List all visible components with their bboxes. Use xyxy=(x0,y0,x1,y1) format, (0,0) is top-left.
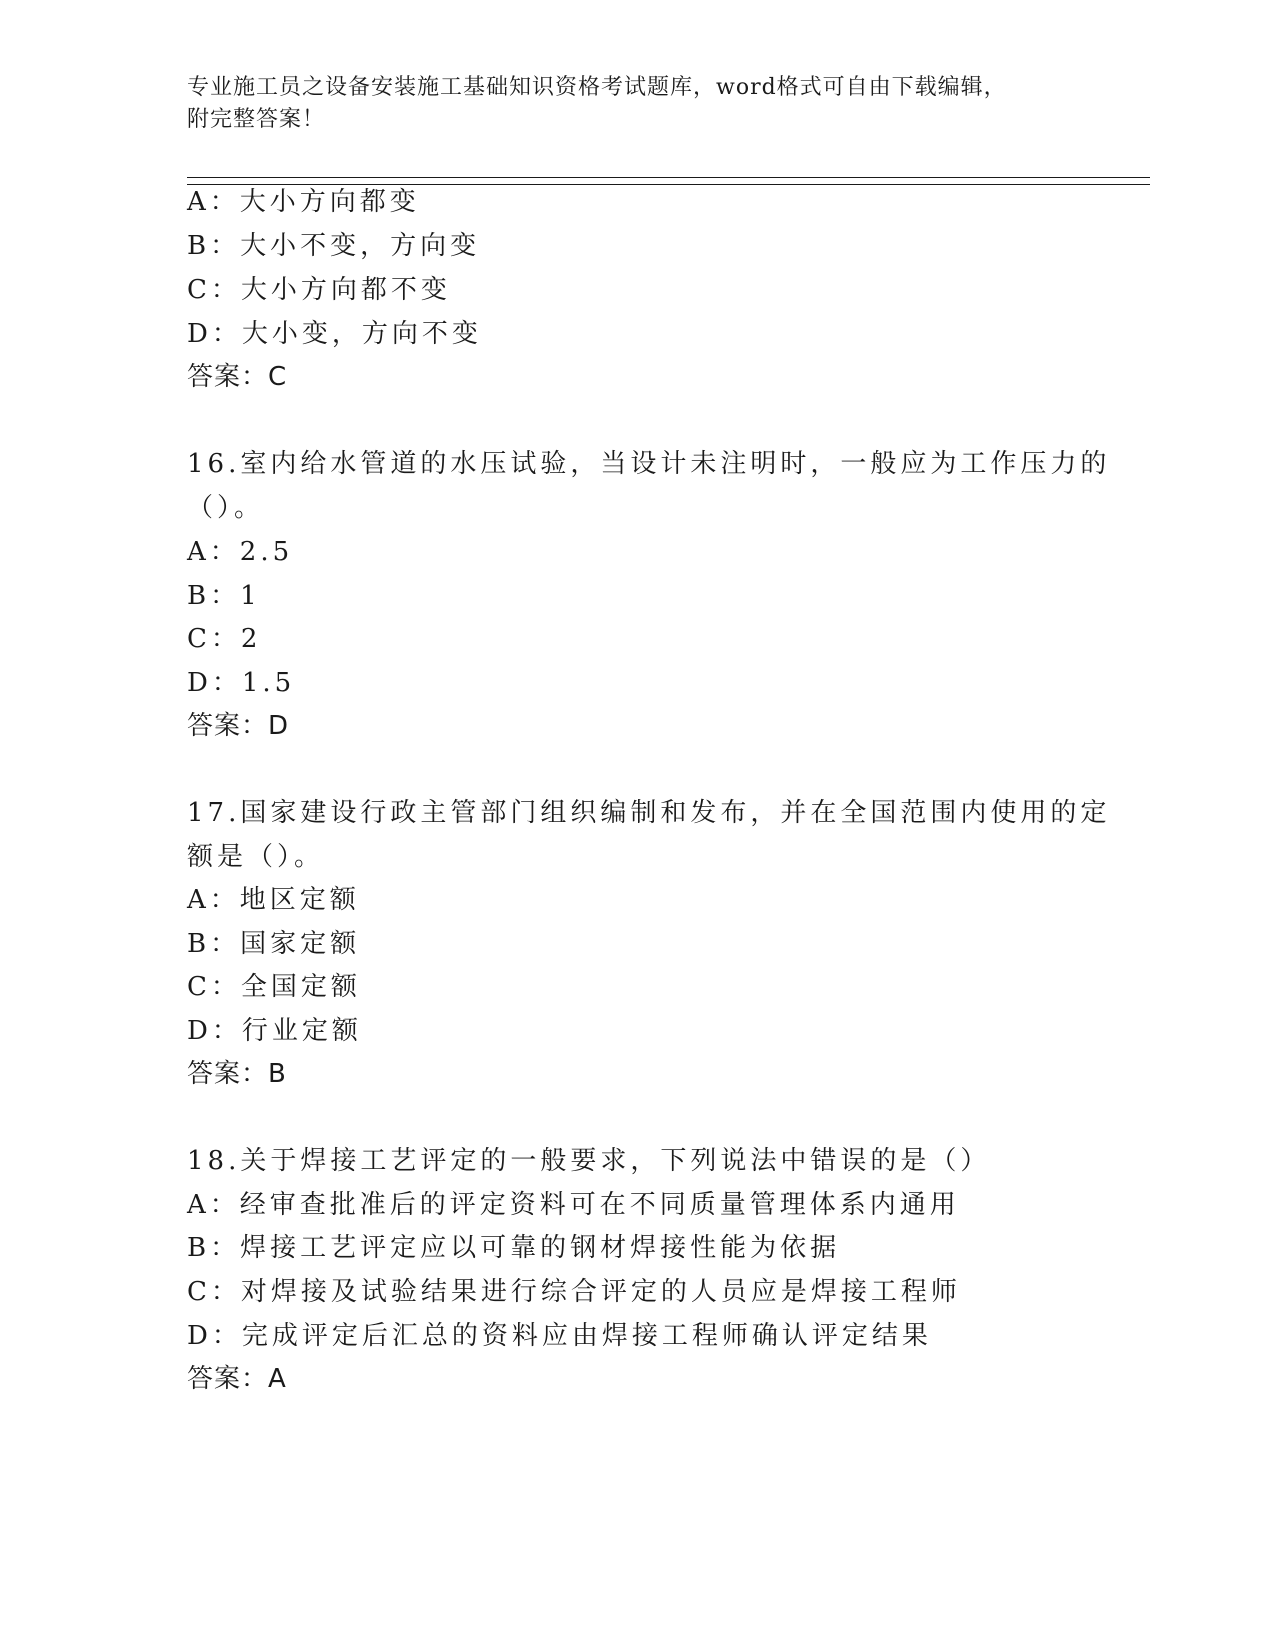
header-line-1: 专业施工员之设备安装施工基础知识资格考试题库，word格式可自由下载编辑， xyxy=(187,75,1007,100)
q17-answer: 答案：B xyxy=(187,1059,287,1089)
q17-option-a: A：地区定额 xyxy=(187,885,360,915)
header-line-2: 附完整答案！ xyxy=(187,107,326,132)
q17-stem-line-1: 17.国家建设行政主管部门组织编制和发布，并在全国范围内使用的定 xyxy=(187,798,1111,828)
q16-option-a: A：2.5 xyxy=(187,537,294,567)
header-divider xyxy=(187,177,1150,185)
document-header xyxy=(187,72,1087,136)
q18-answer: 答案：A xyxy=(187,1364,287,1394)
q17-option-d: D：行业定额 xyxy=(187,1016,362,1046)
q16-stem-line-1: 16.室内给水管道的水压试验，当设计未注明时，一般应为工作压力的 xyxy=(187,449,1111,479)
q18-option-c: C：对焊接及试验结果进行综合评定的人员应是焊接工程师 xyxy=(187,1277,961,1307)
q16-option-b: B：1 xyxy=(187,581,261,611)
q18-option-b: B：焊接工艺评定应以可靠的钢材焊接性能为依据 xyxy=(187,1233,841,1263)
q16-stem-line-2: （）。 xyxy=(187,493,265,523)
q18-option-d: D：完成评定后汇总的资料应由焊接工程师确认评定结果 xyxy=(187,1321,932,1351)
q18-stem-line-1: 18.关于焊接工艺评定的一般要求，下列说法中错误的是（） xyxy=(187,1146,991,1176)
q17-option-b: B：国家定额 xyxy=(187,929,361,959)
q16-answer: 答案：D xyxy=(187,711,290,741)
q18-option-a: A：经审查批准后的评定资料可在不同质量管理体系内通用 xyxy=(187,1190,960,1220)
q16-option-c: C：2 xyxy=(187,624,262,654)
q17-stem-line-2: 额是（）。 xyxy=(187,842,325,872)
q15-answer: 答案：C xyxy=(187,362,288,392)
q15-option-c: C：大小方向都不变 xyxy=(187,275,451,305)
q15-option-d: D：大小变，方向不变 xyxy=(187,319,482,349)
q15-option-a: A：大小方向都变 xyxy=(187,187,420,217)
q15-option-b: B：大小不变，方向变 xyxy=(187,231,481,261)
q16-option-d: D：1.5 xyxy=(187,668,296,698)
q17-option-c: C：全国定额 xyxy=(187,972,361,1002)
